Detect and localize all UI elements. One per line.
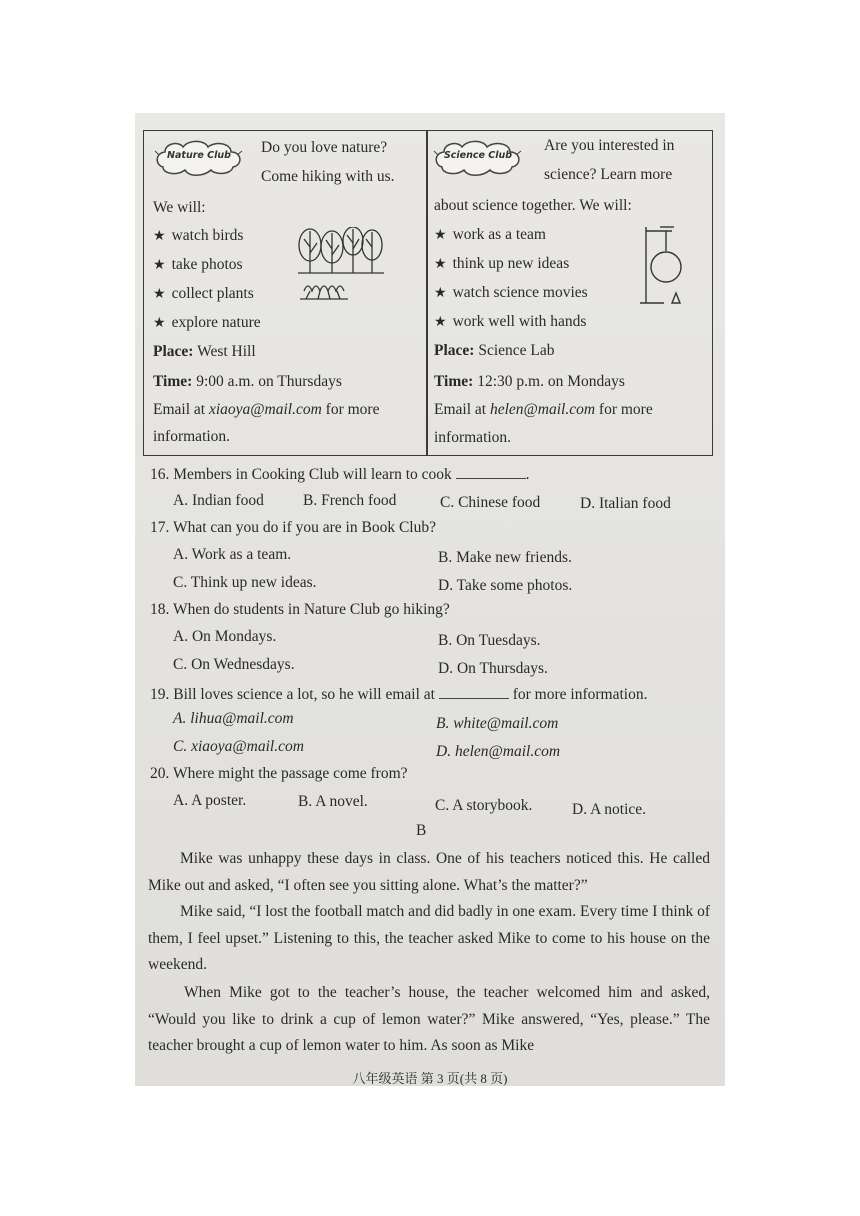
star-icon: ★: [153, 286, 166, 302]
question-17: 17. What can you do if you are in Book Club?: [150, 519, 436, 536]
option: C. On Wednesdays.: [173, 656, 295, 673]
option: C. Chinese food: [440, 494, 541, 511]
science-intro-3: about science together. We will:: [434, 197, 632, 214]
nature-place: Place: West Hill: [153, 343, 256, 360]
option: B. white@mail.com: [436, 715, 559, 732]
nature-club-panel: [151, 131, 421, 455]
nature-email-address: xiaoya@mail.com: [208, 401, 322, 418]
star-icon: ★: [434, 314, 447, 330]
passage-paragraph: Mike was unhappy these days in class. One of his teachers noticed this. He called Mike out and asked, “I often see you sitting alone. What’s the matter?”: [148, 850, 710, 894]
option: C. xiaoya@mail.com: [173, 738, 304, 755]
nature-club-badge-text: Nature Club: [167, 150, 231, 161]
star-icon: ★: [434, 285, 447, 301]
option: A. Work as a team.: [173, 546, 292, 563]
science-intro-1: Are you interested in: [544, 137, 675, 154]
option: C. Think up new ideas.: [173, 574, 317, 591]
option: D. Take some photos.: [438, 577, 573, 594]
option: B. Make new friends.: [438, 549, 572, 566]
section-label: B: [416, 822, 427, 839]
option: A. A poster.: [173, 792, 247, 809]
science-item: ★ watch science movies: [434, 284, 588, 301]
star-icon: ★: [153, 257, 166, 273]
star-icon: ★: [434, 256, 447, 272]
science-intro-2: science? Learn more: [544, 166, 673, 183]
science-email-end: information.: [434, 429, 512, 446]
nature-time: Time: 9:00 a.m. on Thursdays: [153, 373, 342, 390]
passage-paragraph: Mike said, “I lost the football match and did badly in one exam. Every time I think of them, I feel upset.” Listening to this, the teacher asked Mike to come to his house on the weekend.: [148, 903, 710, 973]
option: B. On Tuesdays.: [438, 632, 541, 649]
option: D. helen@mail.com: [436, 743, 561, 760]
answer-blank: [439, 684, 509, 699]
option: C. A storybook.: [435, 797, 533, 814]
option: A. lihua@mail.com: [173, 710, 294, 727]
science-email: Email at helen@mail.com for more: [434, 401, 653, 418]
nature-item: ★ take photos: [153, 256, 243, 273]
question-19: 19. Bill loves science a lot, so he will email at for more information.: [150, 686, 648, 703]
science-item: ★ work as a team: [434, 226, 546, 243]
science-place: Place: Science Lab: [434, 342, 555, 359]
option: B. A novel.: [298, 793, 368, 810]
flask-icon: [640, 223, 700, 307]
star-icon: ★: [153, 228, 166, 244]
poster-divider: [426, 131, 428, 455]
nature-intro-2: Come hiking with us.: [261, 168, 395, 185]
science-email-address: helen@mail.com: [489, 401, 596, 418]
science-time: Time: 12:30 p.m. on Mondays: [434, 373, 625, 390]
question-16: 16. Members in Cooking Club will learn to cook .: [150, 466, 530, 483]
nature-email: Email at xiaoya@mail.com for more: [153, 401, 380, 418]
science-club-panel: [432, 131, 708, 455]
option: B. French food: [303, 492, 397, 509]
page-footer: 八年级英语 第 3 页(共 8 页): [352, 1071, 508, 1086]
nature-intro-1: Do you love nature?: [261, 139, 388, 156]
question-20: 20. Where might the passage come from?: [150, 765, 408, 782]
passage-paragraph: When Mike got to the teacher’s house, the teacher welcomed him and asked, “Would you like to drink a cup of lemon water?” Mike answered, “Yes, please.” The teacher brought a cup of lemon water to him. As soon as Mike: [148, 984, 710, 1054]
nature-item: ★ watch birds: [153, 227, 244, 244]
nature-club-badge: [153, 137, 245, 179]
star-icon: ★: [434, 227, 447, 243]
trees-icon: [296, 227, 386, 307]
option: D. A notice.: [572, 801, 647, 818]
option: D. Italian food: [580, 495, 671, 512]
club-poster: [143, 130, 713, 456]
science-item: ★ work well with hands: [434, 313, 587, 330]
answer-blank: [456, 464, 526, 479]
question-18: 18. When do students in Nature Club go hiking?: [150, 601, 450, 618]
nature-email-end: information.: [153, 428, 231, 445]
option: D. On Thursdays.: [438, 660, 548, 677]
science-club-badge-text: Science Club: [443, 150, 513, 161]
science-item: ★ think up new ideas: [434, 255, 570, 272]
star-icon: ★: [153, 315, 166, 331]
science-club-badge: [432, 137, 524, 179]
nature-we-will: We will:: [153, 199, 206, 216]
nature-item: ★ explore nature: [153, 314, 261, 331]
nature-item: ★ collect plants: [153, 285, 254, 302]
option: A. On Mondays.: [173, 628, 277, 645]
option: A. Indian food: [173, 492, 264, 509]
